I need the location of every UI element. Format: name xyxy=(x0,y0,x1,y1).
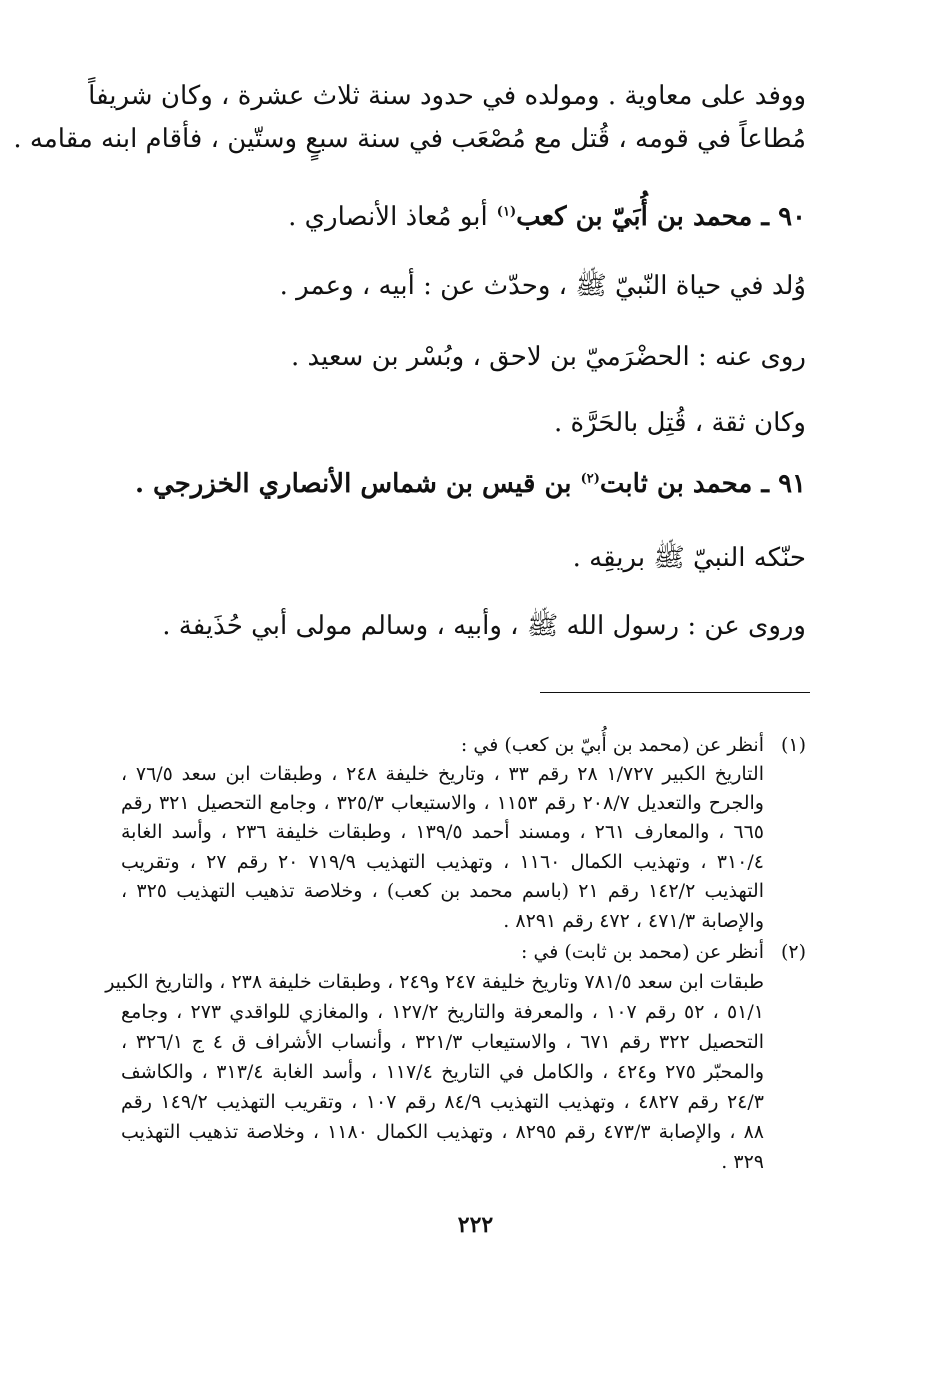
entry-name-continued: أبو مُعاذ الأنصاري . xyxy=(288,202,488,232)
footnote-line: والمحبّر ٢٧٥ و٤٢٤ ، والكامل في التاريخ ١١٧/٤ ، وأسد الغابة ٣١٣/٤ ، والكاشف xyxy=(121,1061,765,1083)
entry-number: ٩٠ ـ xyxy=(761,202,806,232)
footnote-reference[interactable]: (١) xyxy=(496,204,517,220)
intro-line: مُطاعاً في قومه ، قُتل مع مُصْعَب في سنة سبعٍ وستّين ، فأقام ابنه مقامه . xyxy=(13,124,806,154)
footnote-line: ٥١/١ ، ٥٢ رقم ١٠٧ ، والمعرفة والتاريخ ١٢٧/٢ ، والمغازي للواقدي ٢٧٣ ، وجامع xyxy=(121,1001,764,1023)
entry-text-line: وكان ثقة ، قُتِل بالحَرَّة . xyxy=(553,408,806,438)
footnote-head: أنظر عن (محمد بن أُبيّ بن كعب) في : xyxy=(460,734,764,756)
footnote-line: ٦٦٥ ، والمعارف ٢٦١ ، ومسند أحمد ١٣٩/٥ ، وطبقات خليفة ٢٣٦ ، وأسد الغابة xyxy=(121,821,764,843)
page-number: ٢٢٢ xyxy=(457,1212,494,1238)
entry-heading xyxy=(135,464,806,504)
entry-text-line: حنّكه النبيّ ﷺ بريقِه . xyxy=(572,543,806,573)
footnote-line: التاريخ الكبير ١/٧٢٧ ٢٨ رقم ٣٣ ، وتاريخ خليفة ٢٤٨ ، وطبقات ابن سعد ٧٦/٥ ، xyxy=(121,763,764,785)
entry-heading xyxy=(288,197,806,237)
footnote-head: أنظر عن (محمد بن ثابت) في : xyxy=(521,941,764,963)
footnote-line: التحصيل ٣٢٢ رقم ٦٧١ ، والاستيعاب ٣٢١/٣ ، وأنساب الأشراف ق ٤ ج ٣٢٦/١ ، xyxy=(121,1031,765,1053)
footnote-marker: (٢) xyxy=(780,941,806,963)
footnote-marker: (١) xyxy=(780,734,806,756)
entry-text-line: وروى عن : رسول الله ﷺ ، وأبيه ، وسالم مولى أبي حُذَيفة . xyxy=(162,611,806,641)
entry-text-line: روى عنه : الحضْرَميّ بن لاحق ، وبُسْر بن سعيد . xyxy=(290,342,806,372)
footnote-separator xyxy=(540,692,810,693)
footnote-line: والجرح والتعديل ٢٠٨/٧ رقم ١١٥٣ ، والاستيعاب ٣٢٥/٣ ، وجامع التحصيل ٣٢١ رقم xyxy=(121,792,764,814)
footnote-reference[interactable]: (٢) xyxy=(580,471,600,487)
footnote-line: ٣٢٩ . xyxy=(721,1151,764,1173)
footnote-line: طبقات ابن سعد ٧٨١/٥ وتاريخ خليفة ٢٤٧ و٢٤٩ ، وطبقات خليفة ٢٣٨ ، والتاريخ الكبير xyxy=(105,971,764,993)
entry-name: محمد بن أُبَيّ بن كعب xyxy=(516,202,753,232)
entry-number: ٩١ ـ xyxy=(761,469,806,499)
footnote-line: ٣١٠/٤ ، وتهذيب الكمال ١١٦٠ ، وتهذيب التهذيب ٧١٩/٩ ٢٠ رقم ٢٧ ، وتقريب xyxy=(121,851,764,873)
entry-name-continued: بن قيس بن شماس الأنصاري الخزرجي . xyxy=(134,469,572,499)
footnote-line: ٢٤/٣ رقم ٤٨٢٧ ، وتهذيب التهذيب ٨٤/٩ رقم ١٠٧ ، وتقريب التهذيب ١٤٩/٢ رقم xyxy=(121,1091,764,1113)
entry-text-line: وُلد في حياة النّبيّ ﷺ ، وحدّث عن : أبيه ، وعمر . xyxy=(279,271,806,301)
intro-line: ووفد على معاوية . ومولده في حدود سنة ثلاث عشرة ، وكان شريفاً xyxy=(88,81,806,111)
footnote-line: التهذيب ١٤٢/٢ رقم ٢١ (باسم محمد بن كعب) ، وخلاصة تذهيب التهذيب ٣٢٥ ، xyxy=(121,880,764,902)
entry-name: محمد بن ثابت xyxy=(599,469,753,499)
footnote-line: والإصابة ٤٧١/٣ ، ٤٧٢ رقم ٨٢٩١ . xyxy=(503,910,764,932)
footnote-line: ٨٨ ، والإصابة ٤٧٣/٣ رقم ٨٢٩٥ ، وتهذيب الكمال ١١٨٠ ، وخلاصة تذهيب التهذيب xyxy=(121,1121,765,1143)
